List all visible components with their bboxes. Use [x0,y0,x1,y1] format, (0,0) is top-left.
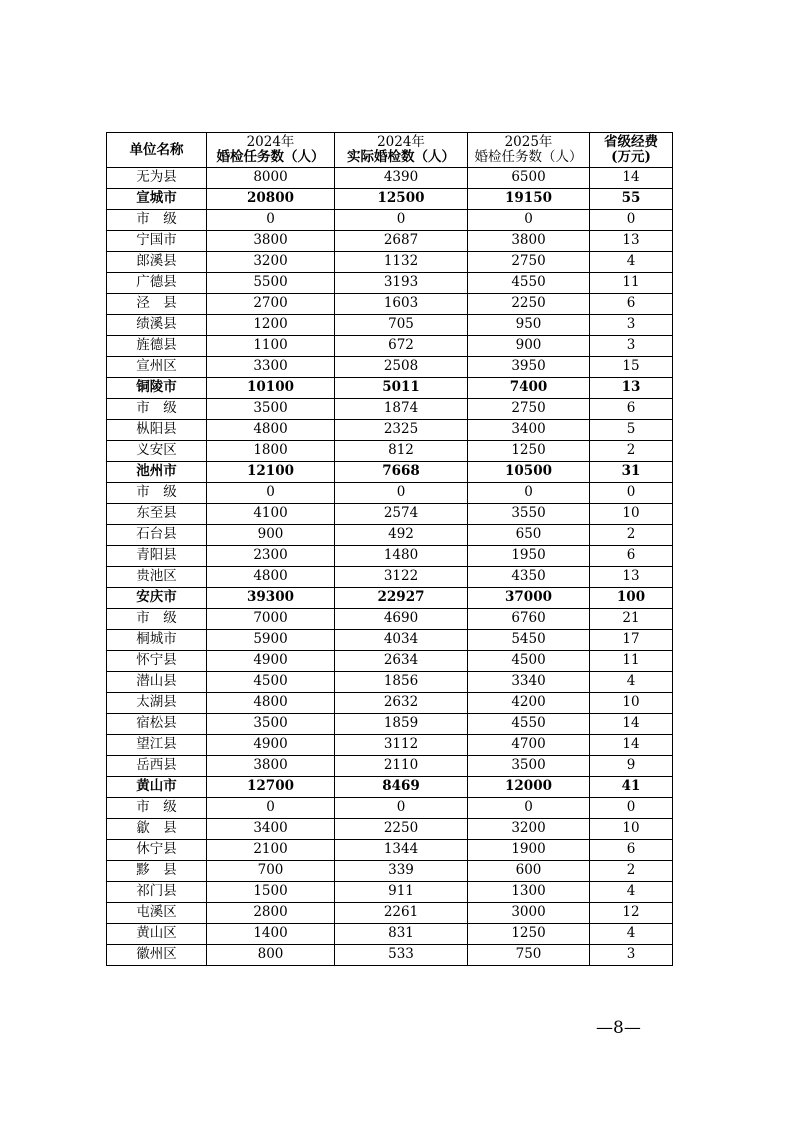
cell-funding: 13 [590,567,673,588]
table-row [107,420,673,441]
header-funding [590,133,673,168]
cell-2025-task: 4500 [468,651,590,672]
cell-funding: 5 [590,420,673,441]
table-row [107,861,673,882]
cell-2024-actual: 1480 [335,546,468,567]
cell-2025-task: 3200 [468,819,590,840]
cell-2024-actual: 1344 [335,840,468,861]
cell-unit-name: 市 级 [107,399,207,420]
cell-2024-task: 4800 [207,693,335,714]
cell-2025-task: 2250 [468,294,590,315]
table-row [107,483,673,504]
cell-2025-task: 1950 [468,546,590,567]
cell-2024-task: 1400 [207,924,335,945]
cell-funding: 11 [590,273,673,294]
table-row [107,567,673,588]
cell-unit-name: 贵池区 [107,567,207,588]
cell-funding: 17 [590,630,673,651]
cell-funding: 4 [590,924,673,945]
table-row [107,756,673,777]
table-row [107,693,673,714]
table-row [107,504,673,525]
cell-unit-name: 屯溪区 [107,903,207,924]
header-row [107,133,673,168]
cell-unit-name: 市 级 [107,483,207,504]
table-row [107,336,673,357]
cell-2024-task: 10100 [207,378,335,399]
cell-2024-actual: 8469 [335,777,468,798]
cell-unit-name: 市 级 [107,210,207,231]
cell-2024-task: 4500 [207,672,335,693]
cell-2024-task: 700 [207,861,335,882]
cell-2025-task: 19150 [468,189,590,210]
cell-funding: 3 [590,336,673,357]
cell-funding: 14 [590,735,673,756]
header-line: 2025年 [504,134,553,150]
cell-2024-actual: 339 [335,861,468,882]
cell-2024-actual: 3122 [335,567,468,588]
cell-2024-actual: 1859 [335,714,468,735]
cell-funding: 14 [590,168,673,189]
cell-unit-name: 黄山市 [107,777,207,798]
cell-2024-actual: 831 [335,924,468,945]
cell-2024-task: 4900 [207,735,335,756]
cell-2024-task: 0 [207,210,335,231]
cell-2024-task: 4800 [207,567,335,588]
cell-2025-task: 600 [468,861,590,882]
cell-2024-task: 1800 [207,441,335,462]
table-row [107,357,673,378]
cell-2024-task: 3500 [207,399,335,420]
cell-2025-task: 10500 [468,462,590,483]
cell-funding: 10 [590,819,673,840]
cell-2024-actual: 0 [335,210,468,231]
cell-2024-actual: 2632 [335,693,468,714]
cell-unit-name: 黄山区 [107,924,207,945]
cell-unit-name: 宣城市 [107,189,207,210]
cell-2024-task: 5900 [207,630,335,651]
cell-unit-name: 枞阳县 [107,420,207,441]
cell-2024-actual: 4034 [335,630,468,651]
cell-2025-task: 3800 [468,231,590,252]
cell-funding: 13 [590,378,673,399]
cell-2024-task: 5500 [207,273,335,294]
cell-funding: 11 [590,651,673,672]
header-line: 婚检任务数（人） [474,149,583,165]
cell-unit-name: 祁门县 [107,882,207,903]
cell-2025-task: 6500 [468,168,590,189]
cell-funding: 2 [590,525,673,546]
table-row [107,819,673,840]
cell-2025-task: 37000 [468,588,590,609]
table-header [107,133,673,168]
table-row [107,210,673,231]
cell-unit-name: 青阳县 [107,546,207,567]
cell-2025-task: 0 [468,798,590,819]
cell-2024-task: 800 [207,945,335,966]
cell-2024-task: 0 [207,483,335,504]
cell-2024-actual: 0 [335,798,468,819]
cell-unit-name: 黟 县 [107,861,207,882]
header-line: 实际婚检数（人） [347,149,455,165]
header-line: 2024年 [246,134,295,150]
table-row-subtotal [107,777,673,798]
cell-2025-task: 2750 [468,252,590,273]
cell-funding: 10 [590,693,673,714]
cell-unit-name: 望江县 [107,735,207,756]
table-row-subtotal [107,588,673,609]
table-row [107,840,673,861]
cell-2025-task: 3550 [468,504,590,525]
cell-2025-task: 7400 [468,378,590,399]
cell-funding: 41 [590,777,673,798]
cell-2025-task: 4700 [468,735,590,756]
cell-2025-task: 1250 [468,441,590,462]
cell-2025-task: 4200 [468,693,590,714]
cell-2024-task: 4900 [207,651,335,672]
cell-funding: 14 [590,714,673,735]
cell-unit-name: 市 级 [107,798,207,819]
cell-2025-task: 4550 [468,273,590,294]
cell-unit-name: 怀宁县 [107,651,207,672]
cell-funding: 0 [590,483,673,504]
cell-funding: 0 [590,210,673,231]
table-row [107,273,673,294]
cell-2025-task: 6760 [468,609,590,630]
cell-2024-actual: 672 [335,336,468,357]
cell-unit-name: 安庆市 [107,588,207,609]
cell-2024-actual: 2634 [335,651,468,672]
table-row [107,231,673,252]
cell-2024-actual: 4390 [335,168,468,189]
cell-unit-name: 铜陵市 [107,378,207,399]
cell-funding: 2 [590,861,673,882]
cell-2024-actual: 2574 [335,504,468,525]
cell-funding: 6 [590,546,673,567]
cell-funding: 13 [590,231,673,252]
cell-2025-task: 0 [468,210,590,231]
header-line: 单位名称 [129,141,184,158]
cell-2024-task: 2100 [207,840,335,861]
cell-2025-task: 650 [468,525,590,546]
page-number: —8— [596,1018,641,1038]
cell-funding: 100 [590,588,673,609]
cell-2024-task: 39300 [207,588,335,609]
cell-2024-task: 7000 [207,609,335,630]
cell-2024-actual: 1603 [335,294,468,315]
cell-2024-actual: 1874 [335,399,468,420]
table-row [107,399,673,420]
cell-funding: 6 [590,399,673,420]
cell-2025-task: 4550 [468,714,590,735]
cell-2024-task: 3400 [207,819,335,840]
cell-2024-task: 2700 [207,294,335,315]
cell-unit-name: 无为县 [107,168,207,189]
cell-2024-actual: 5011 [335,378,468,399]
cell-2025-task: 0 [468,483,590,504]
table-row-subtotal [107,189,673,210]
cell-funding: 10 [590,504,673,525]
cell-2024-actual: 0 [335,483,468,504]
table-row [107,546,673,567]
cell-2024-actual: 1132 [335,252,468,273]
table-row [107,315,673,336]
table-row [107,945,673,966]
cell-unit-name: 休宁县 [107,840,207,861]
table-row [107,441,673,462]
cell-2024-actual: 812 [335,441,468,462]
cell-2025-task: 900 [468,336,590,357]
cell-funding: 3 [590,315,673,336]
cell-unit-name: 徽州区 [107,945,207,966]
cell-unit-name: 东至县 [107,504,207,525]
table-row [107,798,673,819]
cell-2024-task: 3800 [207,231,335,252]
header-unit-name [107,133,207,168]
cell-2024-task: 20800 [207,189,335,210]
cell-2025-task: 3950 [468,357,590,378]
cell-2024-actual: 3112 [335,735,468,756]
cell-2025-task: 5450 [468,630,590,651]
cell-2024-task: 12700 [207,777,335,798]
cell-2025-task: 2750 [468,399,590,420]
table-row-subtotal [107,378,673,399]
cell-funding: 6 [590,840,673,861]
cell-2025-task: 750 [468,945,590,966]
cell-unit-name: 宣州区 [107,357,207,378]
cell-unit-name: 潜山县 [107,672,207,693]
cell-unit-name: 旌德县 [107,336,207,357]
cell-2025-task: 950 [468,315,590,336]
cell-2025-task: 1900 [468,840,590,861]
cell-unit-name: 泾 县 [107,294,207,315]
table-row [107,168,673,189]
table-body [107,168,673,966]
header-line: 婚检任务数（人） [216,149,325,165]
cell-2025-task: 12000 [468,777,590,798]
cell-funding: 55 [590,189,673,210]
cell-funding: 9 [590,756,673,777]
cell-2025-task: 1250 [468,924,590,945]
cell-2024-actual: 533 [335,945,468,966]
cell-2025-task: 3400 [468,420,590,441]
header-line: 省级经费 [604,134,658,150]
cell-funding: 4 [590,252,673,273]
cell-2024-task: 4800 [207,420,335,441]
cell-2025-task: 3000 [468,903,590,924]
cell-2024-actual: 2261 [335,903,468,924]
cell-2024-task: 1500 [207,882,335,903]
cell-unit-name: 绩溪县 [107,315,207,336]
cell-2024-actual: 7668 [335,462,468,483]
cell-2024-actual: 2687 [335,231,468,252]
cell-unit-name: 岳西县 [107,756,207,777]
cell-2024-actual: 492 [335,525,468,546]
cell-2024-actual: 705 [335,315,468,336]
cell-funding: 0 [590,798,673,819]
table-row [107,609,673,630]
cell-funding: 12 [590,903,673,924]
cell-unit-name: 歙 县 [107,819,207,840]
table-row [107,672,673,693]
allocation-table [106,132,673,966]
table-row [107,714,673,735]
cell-funding: 4 [590,882,673,903]
table-row [107,525,673,546]
cell-2024-actual: 3193 [335,273,468,294]
cell-2024-actual: 12500 [335,189,468,210]
cell-2024-task: 1100 [207,336,335,357]
cell-2024-actual: 2110 [335,756,468,777]
cell-2024-actual: 2250 [335,819,468,840]
cell-unit-name: 广德县 [107,273,207,294]
cell-2025-task: 3340 [468,672,590,693]
cell-2024-actual: 2508 [335,357,468,378]
header-2024-actual [335,133,468,168]
table-row [107,882,673,903]
table-row [107,924,673,945]
cell-unit-name: 池州市 [107,462,207,483]
cell-funding: 3 [590,945,673,966]
cell-2024-task: 900 [207,525,335,546]
cell-unit-name: 太湖县 [107,693,207,714]
cell-2024-task: 1200 [207,315,335,336]
cell-2024-task: 2800 [207,903,335,924]
header-line: (万元) [611,149,651,165]
cell-2025-task: 3500 [468,756,590,777]
cell-funding: 15 [590,357,673,378]
header-2024-task [207,133,335,168]
cell-2024-task: 3500 [207,714,335,735]
cell-2024-task: 3800 [207,756,335,777]
cell-funding: 4 [590,672,673,693]
cell-2024-actual: 2325 [335,420,468,441]
header-2025-task [468,133,590,168]
table-row [107,252,673,273]
cell-2024-task: 8000 [207,168,335,189]
table-row [107,903,673,924]
table-row [107,651,673,672]
cell-2025-task: 4350 [468,567,590,588]
cell-funding: 21 [590,609,673,630]
table-row-subtotal [107,462,673,483]
cell-unit-name: 市 级 [107,609,207,630]
table-row [107,294,673,315]
cell-2025-task: 1300 [468,882,590,903]
cell-unit-name: 义安区 [107,441,207,462]
table-row [107,630,673,651]
cell-2024-task: 2300 [207,546,335,567]
cell-funding: 31 [590,462,673,483]
cell-2024-task: 0 [207,798,335,819]
cell-2024-actual: 4690 [335,609,468,630]
cell-funding: 6 [590,294,673,315]
cell-2024-actual: 22927 [335,588,468,609]
cell-2024-task: 3300 [207,357,335,378]
table-row [107,735,673,756]
cell-unit-name: 宁国市 [107,231,207,252]
cell-unit-name: 桐城市 [107,630,207,651]
cell-funding: 2 [590,441,673,462]
cell-unit-name: 郎溪县 [107,252,207,273]
cell-2024-actual: 911 [335,882,468,903]
cell-unit-name: 宿松县 [107,714,207,735]
cell-2024-task: 4100 [207,504,335,525]
cell-unit-name: 石台县 [107,525,207,546]
cell-2024-task: 12100 [207,462,335,483]
cell-2024-actual: 1856 [335,672,468,693]
header-line: 2024年 [377,134,425,150]
cell-2024-task: 3200 [207,252,335,273]
